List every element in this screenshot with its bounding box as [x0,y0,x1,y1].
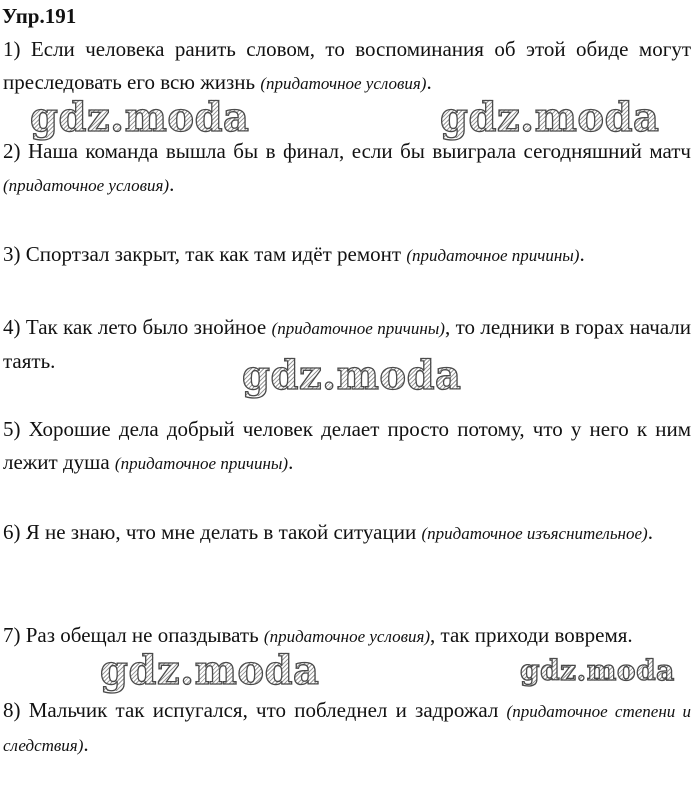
sentence-note: (придаточное условия) [3,176,170,195]
sentence-tail: , так приходи вовремя. [430,623,633,647]
sentence-note: (придаточное условия) [260,74,427,93]
sentence-text: 2) Наша команда вышла бы в финал, если бы выиграла сегодняшний матч [3,139,691,163]
sentence-6 [3,516,691,550]
sentence-2 [3,135,691,202]
exercise-title: Упр.191 [2,4,77,28]
watermark: gdz.moda [100,647,320,694]
sentence-3 [3,238,691,272]
sentence-text: 8) Мальчик так испугался, что побледнел и задрожал [3,698,507,722]
watermark: gdz.moda [440,94,660,141]
sentence-note: (придаточное степени и следствия) [3,702,691,755]
sentence-note: (придаточное причины) [271,319,445,338]
sentence-text: 7) Раз обещал не опаздывать [3,623,264,647]
sentence-note: (придаточное изъяснительное) [421,524,648,543]
sentence-text: 5) Хорошие дела добрый человек делает просто потому, что у него к ним лежит душа [3,417,691,474]
sentence-note: (придаточное причины) [114,454,289,473]
sentence-text: 3) Спортзал закрыт, так как там идёт ремонт [3,242,407,266]
sentence-5 [3,413,691,480]
sentence-tail: . [169,172,175,196]
sentence-note: (придаточное причины) [406,246,580,265]
watermark: gdz.moda [30,94,250,141]
sentence-tail: . [83,732,89,756]
sentence-text: 1) Если человека ранить словом, то воспоминания об этой обиде могут преследовать его всю жизнь [3,37,691,94]
sentence-note: (придаточное условия) [263,627,431,646]
sentence-text: 4) Так как лето было знойное [3,315,272,339]
sentence-tail: . [426,70,432,94]
sentence-tail: . [647,520,653,544]
sentence-tail: . [288,450,294,474]
sentence-8 [3,694,691,762]
sentence-text: 6) Я не знаю, что мне делать в такой ситуации [3,520,422,544]
sentence-tail: , то ледники в горах начали таять. [3,315,691,373]
sentence-tail: . [579,242,585,266]
watermark: gdz.moda [242,352,462,399]
sentence-1 [3,33,691,100]
watermark: gdz.moda [520,654,675,687]
